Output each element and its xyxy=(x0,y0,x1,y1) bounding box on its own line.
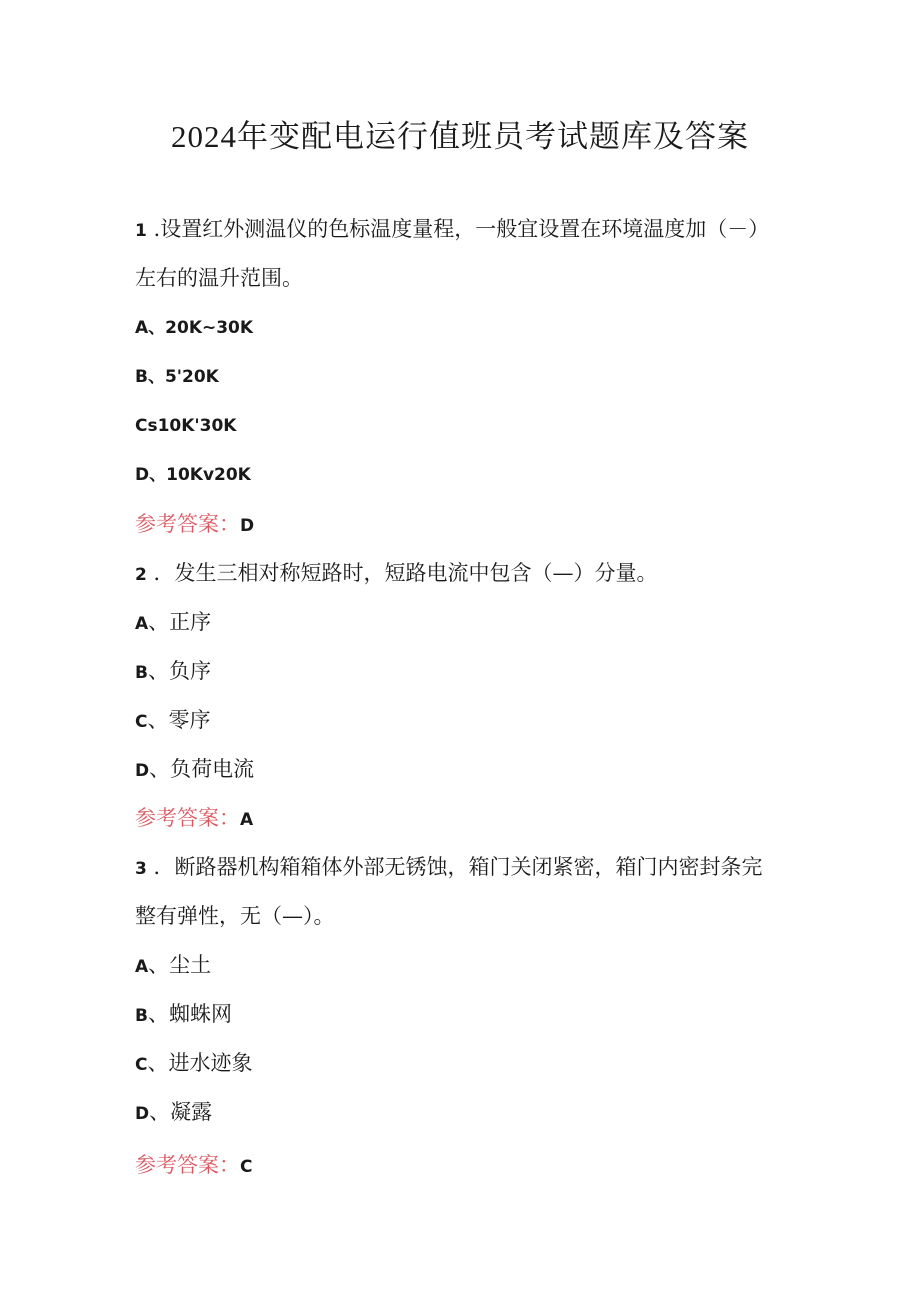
question-1-option-a: A、20K~30K xyxy=(135,318,254,338)
question-number: 1 xyxy=(135,221,147,241)
question-1-line-2: 左右的温升范围。 xyxy=(135,266,303,290)
option-text: 、负荷电流 xyxy=(149,757,255,781)
question-3-line-1 xyxy=(135,852,763,884)
question-1-line-1 xyxy=(135,214,769,246)
option-letter: B xyxy=(135,1006,148,1026)
answer-value: C xyxy=(240,1157,253,1177)
option-letter: B xyxy=(135,663,148,683)
question-3-answer xyxy=(135,1150,252,1182)
question-1-answer xyxy=(135,509,254,541)
question-text: .设置红外测温仪的色标温度量程，一般宜设置在环境温度加（－） xyxy=(153,217,770,241)
question-2-option-d xyxy=(135,754,254,786)
question-1-option-c: Cs10K'30K xyxy=(135,416,237,436)
answer-label: 参考答案： xyxy=(135,1153,240,1177)
question-3-option-a xyxy=(135,950,211,982)
option-letter: A xyxy=(135,614,149,634)
question-number: 2 xyxy=(135,565,147,585)
question-3-line-2: 整有弹性，无（—）。 xyxy=(135,904,335,928)
question-number: 3 xyxy=(135,859,147,879)
option-letter: A xyxy=(135,957,149,977)
question-2-option-c xyxy=(135,705,210,737)
answer-label: 参考答案： xyxy=(135,806,240,830)
option-text: 、负序 xyxy=(147,659,211,683)
answer-value: A xyxy=(240,810,254,830)
question-3-option-d xyxy=(135,1097,212,1129)
answer-label: 参考答案： xyxy=(135,512,240,536)
page-title: 2024年变配电运行值班员考试题库及答案 xyxy=(171,119,749,154)
option-text: 、尘土 xyxy=(148,953,212,977)
option-letter: D xyxy=(135,1104,150,1124)
option-letter: D xyxy=(135,761,150,781)
option-letter: C xyxy=(135,712,148,732)
question-3-option-c xyxy=(135,1048,252,1080)
question-2-answer xyxy=(135,803,253,835)
option-text: 、凝露 xyxy=(149,1100,213,1124)
question-2-option-a xyxy=(135,607,211,639)
question-2-option-b xyxy=(135,656,211,688)
question-text: ．断路器机构箱箱体外部无锈蚀，箱门关闭紧密，箱门内密封条完 xyxy=(153,855,763,879)
option-text: 、进水迹象 xyxy=(147,1051,253,1075)
question-1-option-b: B、5'20K xyxy=(135,367,219,387)
option-text: 、蜘蛛网 xyxy=(147,1002,232,1026)
question-text: ．发生三相对称短路时，短路电流中包含（—）分量。 xyxy=(153,561,658,585)
answer-value: D xyxy=(240,516,255,536)
question-3-option-b xyxy=(135,999,232,1031)
option-text: 、正序 xyxy=(148,610,212,634)
question-1-option-d: D、10Kv20K xyxy=(135,465,251,485)
option-text: 、零序 xyxy=(147,708,211,732)
question-2-line-1 xyxy=(135,558,658,590)
option-letter: C xyxy=(135,1055,148,1075)
